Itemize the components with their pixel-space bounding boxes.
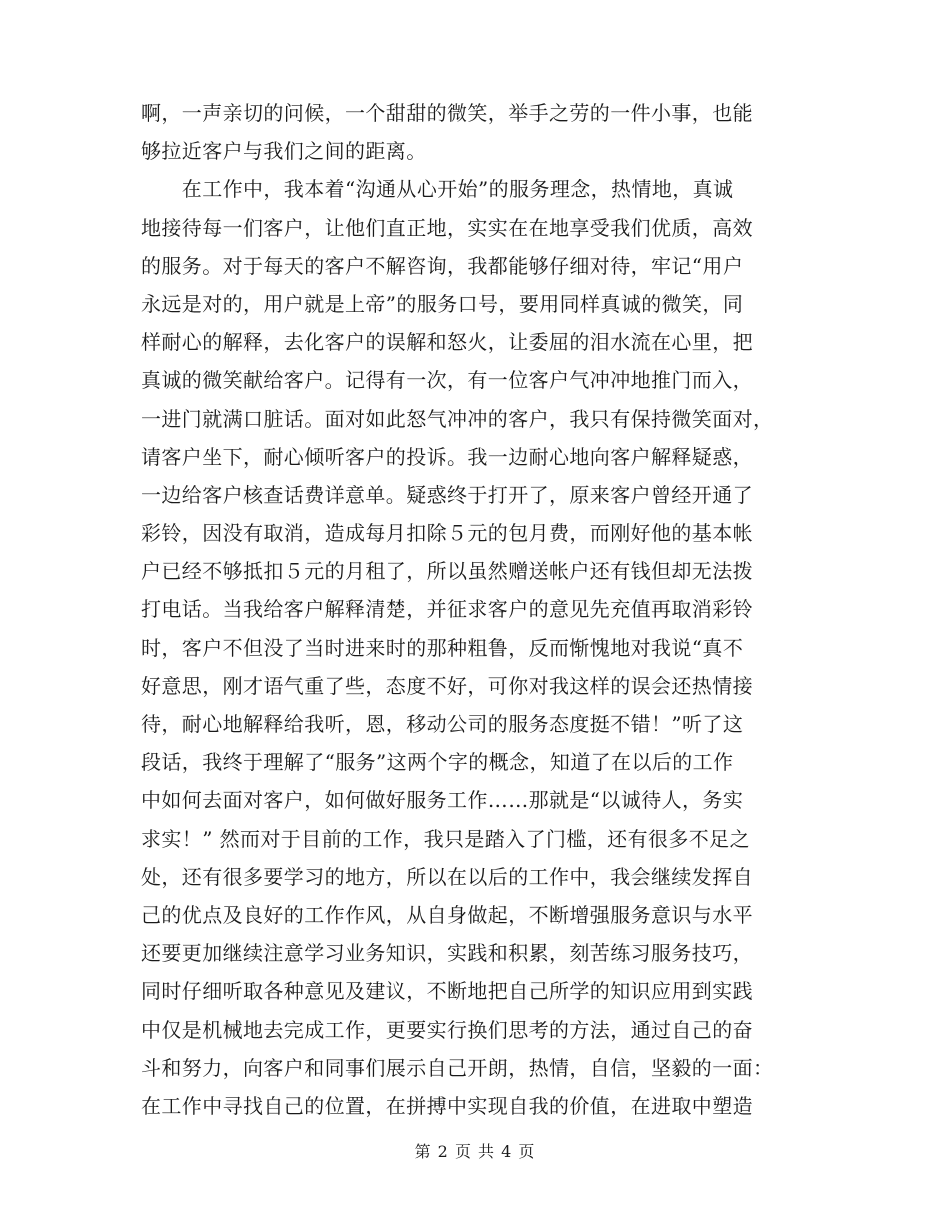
text-line: 一边给客户核查话费详意单。疑惑终于打开了，原来客户曾经开通了 xyxy=(141,482,753,507)
text-line: 请客户坐下，耐心倾听客户的投诉。我一边耐心地向客户解释疑惑， xyxy=(141,444,753,469)
text-line: 待，耐心地解释给我听，恩，移动公司的服务态度挺不错！”听了这 xyxy=(141,712,744,736)
text-line: 样耐心的解释，去化客户的误解和怒火，让委屈的泪水流在心里，把 xyxy=(141,330,753,355)
text-line: 中如何去面对客户，如何做好服务工作……那就是“以诚待人，务实 xyxy=(141,788,744,813)
text-line: 彩铃，因没有取消，造成每月扣除５元的包月费，而刚好他的基本帐 xyxy=(141,521,753,546)
text-line: 处，还有很多要学习的地方，所以在以后的工作中，我会继续发挥自 xyxy=(141,864,753,889)
text-line: 求实！” 然而对于目前的工作，我只是踏入了门槛，还有很多不足之 xyxy=(141,826,750,851)
body-text xyxy=(141,94,811,1125)
text-line: 户已经不够抵扣５元的月租了，所以虽然赠送帐户还有钱但却无法拨 xyxy=(141,559,753,584)
text-line: 永远是对的，用户就是上帝”的服务口号，要用同样真诚的微笑，同 xyxy=(141,291,744,316)
text-line: 中仅是机械地去完成工作，更要实行换们思考的方法，通过自己的奋 xyxy=(141,1017,753,1042)
text-line: 啊，一声亲切的问候，一个甜甜的微笑，举手之劳的一件小事，也能 xyxy=(141,101,753,125)
text-line: 在工作中，我本着“沟通从心开始”的服务理念，热情地，真诚 xyxy=(141,177,734,202)
text-line: 斗和努力，向客户和同事们展示自己开朗，热情，自信，坚毅的一面： xyxy=(141,1055,774,1080)
text-line: 的服务。对于每天的客户不解咨询，我都能够仔细对待，牢记“用户 xyxy=(141,253,744,278)
text-line: 一进门就满口脏话。面对如此怒气冲冲的客户，我只有保持微笑面对， xyxy=(141,406,774,431)
text-line: 段话，我终于理解了“服务”这两个字的概念，知道了在以后的工作 xyxy=(141,750,734,775)
page-number-footer: 第 2 页 共 4 页 xyxy=(414,1142,536,1161)
text-line: 好意思，刚才语气重了些，态度不好，可你对我这样的误会还热情接 xyxy=(141,673,753,698)
text-line: 够拉近客户与我们之间的距离。 xyxy=(141,139,427,164)
text-line: 打电话。当我给客户解释清楚，并征求客户的意见先充值再取消彩铃 xyxy=(141,597,753,622)
text-line: 时，客户不但没了当时进来时的那种粗鲁，反而惭愧地对我说“真不 xyxy=(141,635,744,660)
text-line: 真诚的微笑献给客户。记得有一次，有一位客户气冲冲地推门而入， xyxy=(141,368,753,393)
text-line: 还要更加继续注意学习业务知识，实践和积累，刻苦练习服务技巧， xyxy=(141,941,753,966)
text-line: 己的优点及良好的工作作风，从自身做起，不断增强服务意识与水平 xyxy=(141,902,753,927)
text-line: 地接待每一们客户，让他们直正地，实实在在地享受我们优质，高效 xyxy=(141,215,753,240)
text-line: 在工作中寻找自己的位置，在拼搏中实现自我的价值，在进取中塑造 xyxy=(141,1093,753,1118)
text-line: 同时仔细听取各种意见及建议，不断地把自己所学的知识应用到实践 xyxy=(141,979,753,1004)
